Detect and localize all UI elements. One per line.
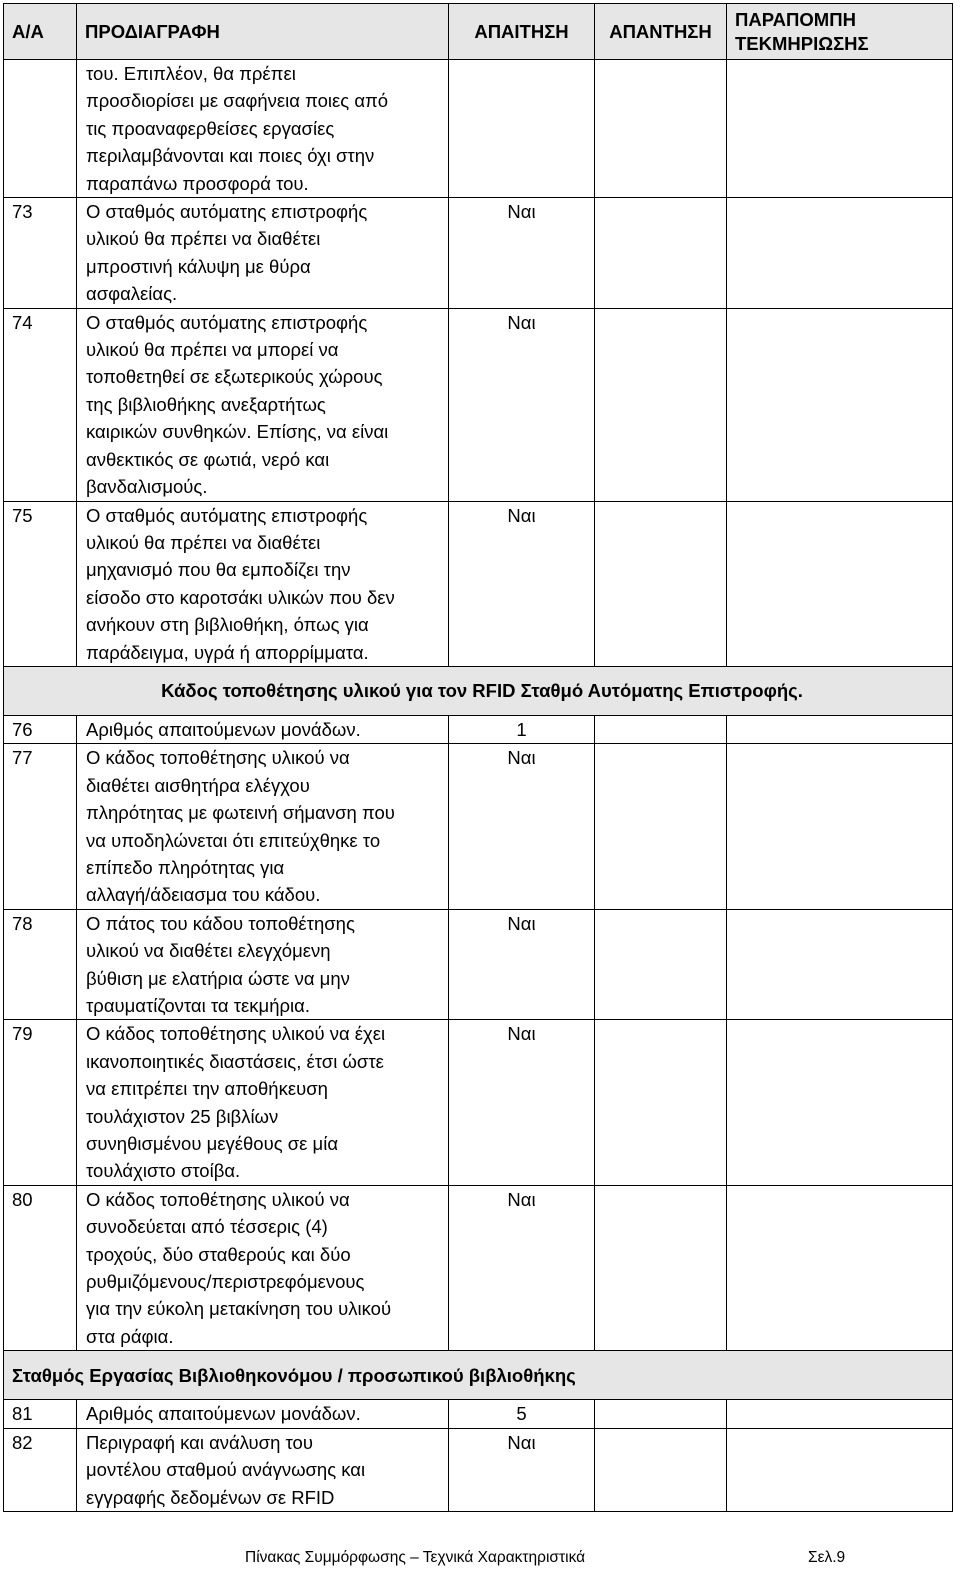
row-answer	[595, 1400, 727, 1428]
section-title-workstation: Σταθμός Εργασίας Βιβλιοθηκονόμου / προσωπικού βιβλιοθήκης	[4, 1351, 953, 1400]
row-requirement: Ναι	[449, 744, 595, 909]
header-ans: ΑΠΑΝΤΗΣΗ	[595, 4, 727, 60]
row-requirement: Ναι	[449, 1185, 595, 1350]
row-number: 79	[4, 1020, 77, 1185]
table-row	[4, 909, 953, 1020]
header-req: ΑΠΑΙΤΗΣΗ	[449, 4, 595, 60]
row-answer	[595, 308, 727, 501]
row-number: 76	[4, 715, 77, 743]
table-header-row	[4, 4, 953, 60]
row-answer	[595, 501, 727, 666]
row-answer	[595, 1428, 727, 1511]
table-row	[4, 60, 953, 198]
table-row	[4, 715, 953, 743]
row-specification: Αριθμός απαιτούμενων μονάδων.	[77, 715, 449, 743]
row-requirement: Ναι	[449, 1020, 595, 1185]
row-requirement: Ναι	[449, 1428, 595, 1511]
row-reference	[727, 501, 953, 666]
row-specification: Αριθμός απαιτούμενων μονάδων.	[77, 1400, 449, 1428]
table-row	[4, 1020, 953, 1185]
row-number: 73	[4, 198, 77, 309]
header-aa: Α/Α	[4, 4, 77, 60]
row-reference	[727, 308, 953, 501]
table-body-a	[4, 60, 953, 667]
row-specification: του. Επιπλέον, θα πρέπει προσδιορίσει με σαφήνεια ποιες από τις προαναφερθείσες εργασίες περιλαμβάνονται και ποιες όχι στην παραπάνω προσφορά του.	[77, 60, 449, 198]
row-specification: Ο κάδος τοποθέτησης υλικού να διαθέτει αισθητήρα ελέγχου πληρότητας με φωτεινή σήμανση που να υποδηλώνεται ότι επιτεύχθηκε το επίπεδο πληρότητας για αλλαγή/άδειασμα του κάδου.	[77, 744, 449, 909]
header-spec: ΠΡΟΔΙΑΓΡΑΦΗ	[77, 4, 449, 60]
table-row	[4, 744, 953, 909]
row-reference	[727, 1020, 953, 1185]
row-answer	[595, 60, 727, 198]
table-row	[4, 1185, 953, 1350]
footer-title: Πίνακας Συμμόρφωσης – Τεχνικά Χαρακτηριστικά	[245, 1549, 586, 1566]
row-requirement: Ναι	[449, 909, 595, 1020]
table-row	[4, 1400, 953, 1428]
row-reference	[727, 1185, 953, 1350]
row-specification: Ο σταθμός αυτόματης επιστροφής υλικού θα πρέπει να μπορεί να τοποθετηθεί σε εξωτερικούς χώρους της βιβλιοθήκης ανεξαρτήτως καιρικών συνθηκών. Επίσης, να είναι ανθεκτικός σε φωτιά, νερό και βανδαλισμούς.	[77, 308, 449, 501]
row-answer	[595, 715, 727, 743]
row-number: 78	[4, 909, 77, 1020]
row-requirement: Ναι	[449, 308, 595, 501]
table-body-c	[4, 1400, 953, 1512]
row-number: 74	[4, 308, 77, 501]
header-ref: ΠΑΡΑΠΟΜΠΗ ΤΕΚΜΗΡΙΩΣΗΣ	[727, 4, 953, 60]
row-requirement	[449, 60, 595, 198]
row-number: 81	[4, 1400, 77, 1428]
table-row	[4, 308, 953, 501]
section-title-bin: Κάδος τοποθέτησης υλικού για τον RFID Σταθμό Αυτόματης Επιστροφής.	[4, 666, 953, 715]
row-number: 75	[4, 501, 77, 666]
row-reference	[727, 198, 953, 309]
row-specification: Ο κάδος τοποθέτησης υλικού να έχει ικανοποιητικές διαστάσεις, έτσι ώστε να επιτρέπει την αποθήκευση τουλάχιστον 25 βιβλίων συνηθισμένου μεγέθους σε μία τουλάχιστο στοίβα.	[77, 1020, 449, 1185]
row-number	[4, 60, 77, 198]
row-reference	[727, 1428, 953, 1511]
row-reference	[727, 715, 953, 743]
row-specification: Περιγραφή και ανάλυση του μοντέλου σταθμού ανάγνωσης και εγγραφής δεδομένων σε RFID	[77, 1428, 449, 1511]
row-specification: Ο σταθμός αυτόματης επιστροφής υλικού θα πρέπει να διαθέτει μπροστινή κάλυψη με θύρα ασφαλείας.	[77, 198, 449, 309]
compliance-table	[3, 3, 953, 1512]
row-number: 82	[4, 1428, 77, 1511]
row-specification: Ο σταθμός αυτόματης επιστροφής υλικού θα πρέπει να διαθέτει μηχανισμό που θα εμποδίζει την είσοδο στο καροτσάκι υλικών που δεν ανήκουν στη βιβλιοθήκη, όπως για παράδειγμα, υγρά ή απορρίμματα.	[77, 501, 449, 666]
table-body-b	[4, 715, 953, 1350]
row-reference	[727, 744, 953, 909]
row-specification: Ο κάδος τοποθέτησης υλικού να συνοδεύεται από τέσσερις (4) τροχούς, δύο σταθερούς και δύο ρυθμιζόμενους/περιστρεφόμενους για την εύκολη μετακίνηση του υλικού στα ράφια.	[77, 1185, 449, 1350]
row-reference	[727, 60, 953, 198]
row-requirement: 5	[449, 1400, 595, 1428]
row-answer	[595, 1020, 727, 1185]
row-number: 77	[4, 744, 77, 909]
row-reference	[727, 1400, 953, 1428]
section-row-bin	[4, 666, 953, 715]
table-row	[4, 1428, 953, 1511]
row-answer	[595, 198, 727, 309]
row-requirement: 1	[449, 715, 595, 743]
row-number: 80	[4, 1185, 77, 1350]
row-answer	[595, 1185, 727, 1350]
row-specification: Ο πάτος του κάδου τοποθέτησης υλικού να διαθέτει ελεγχόμενη βύθιση με ελατήρια ώστε να μην τραυματίζονται τα τεκμήρια.	[77, 909, 449, 1020]
table-row	[4, 501, 953, 666]
row-answer	[595, 744, 727, 909]
row-requirement: Ναι	[449, 198, 595, 309]
table-row	[4, 198, 953, 309]
footer-page-number: Σελ.9	[808, 1549, 846, 1566]
row-answer	[595, 909, 727, 1020]
row-requirement: Ναι	[449, 501, 595, 666]
section-row-workstation	[4, 1351, 953, 1400]
row-reference	[727, 909, 953, 1020]
